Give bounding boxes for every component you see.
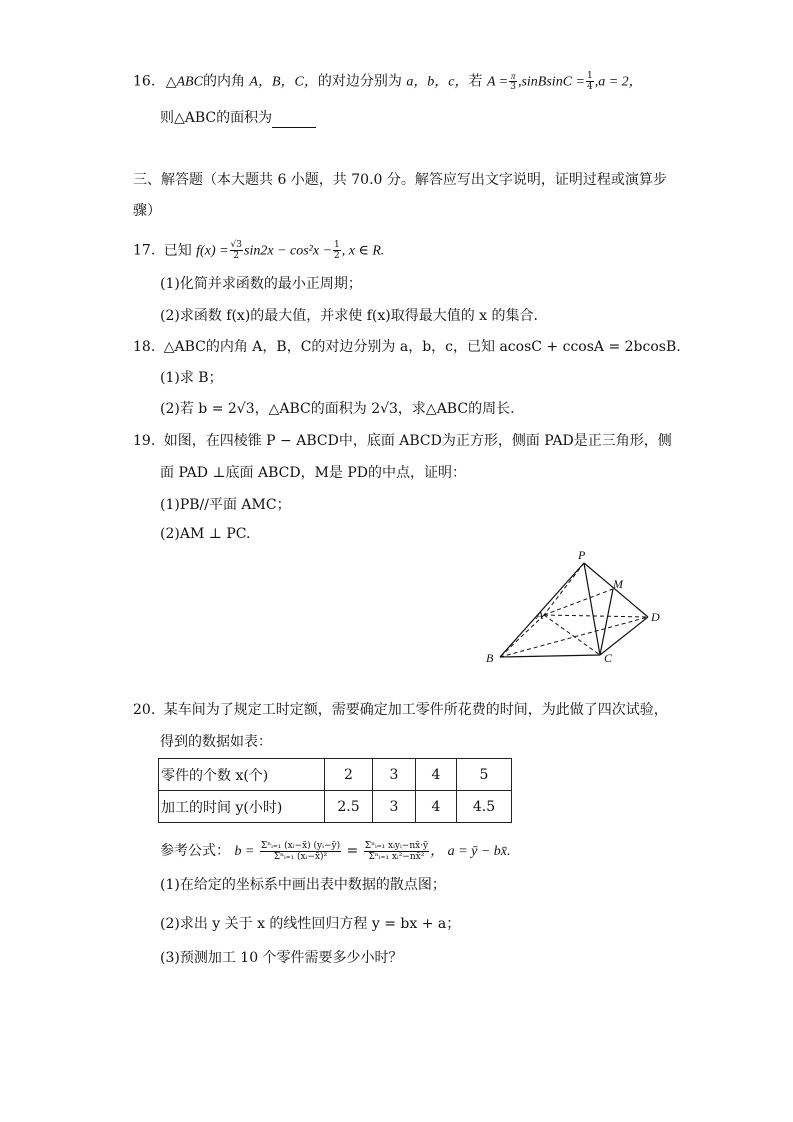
q20-formula — [160, 838, 510, 865]
q16-cond-a: ,a = 2， — [594, 74, 643, 90]
table-row2-label: 加工的时间 y(小时) — [159, 791, 325, 823]
table-cell: 4 — [416, 759, 457, 791]
q18-part2: (2)若 b = 2√3，△ABC的面积为 2√3，求△ABC的周长. — [160, 401, 515, 417]
q16-angles: A，B，C， — [249, 74, 318, 90]
q16-pi-frac — [509, 71, 517, 92]
q19-line1 — [133, 431, 672, 451]
table-row — [159, 759, 512, 791]
edge-MC — [600, 589, 613, 655]
formula-frac2 — [364, 841, 429, 862]
q17-rest1: sin2x − cos²x − — [244, 243, 333, 259]
edge-BC — [500, 655, 600, 657]
section3-heading-line2: 骤） — [133, 203, 161, 219]
q17-half-num: 1 — [334, 240, 340, 250]
q16-line2-text: 则△ABC的面积为 — [160, 110, 273, 126]
q17-fx: f(x) = — [196, 243, 229, 259]
label-M: M — [613, 577, 623, 591]
q16-abc: ABC — [176, 74, 203, 90]
q18-part1: (1)求 B； — [160, 370, 223, 386]
q16-text-b: 的对边分别为 — [317, 73, 402, 90]
q17-rest2: , x ∈ R. — [341, 243, 385, 259]
formula-frac2-den: Σⁿᵢ₌₁ xᵢ²−nx̄² — [368, 851, 425, 862]
q16-line1 — [133, 71, 643, 93]
q20-text1: 某车间为了规定工时定额，需要确定加工零件所花费的时间，为此做了四次试验， — [163, 702, 668, 718]
edge-PC — [584, 563, 600, 655]
q19-line2: 面 PAD ⊥底面 ABCD，M是 PD的中点，证明： — [160, 465, 467, 481]
formula-label: 参考公式： — [160, 843, 230, 859]
label-P: P — [578, 548, 586, 562]
edge-AD — [544, 615, 648, 617]
q19-part2: (2)AM ⊥ PC. — [160, 526, 251, 542]
edge-AC — [544, 615, 600, 655]
label-A: A — [536, 608, 544, 622]
q20-data-table — [158, 758, 512, 823]
q17-part1: (1)化简并求函数的最小正周期； — [160, 276, 362, 292]
pyramid-figure — [480, 545, 680, 675]
label-B: B — [486, 651, 494, 665]
formula-b: b = — [234, 844, 255, 859]
q20-number: 20. — [133, 702, 156, 718]
q16-text-a: 的内角 — [202, 73, 245, 90]
q16-cond-A: A = — [486, 74, 509, 90]
label-C: C — [604, 651, 613, 665]
q20-part2: (2)求出 y 关于 x 的线性回归方程 y = bx + a； — [160, 916, 461, 932]
table-cell: 4 — [416, 791, 457, 823]
q17-two: 2 — [233, 251, 240, 261]
q16-sides: a，b，c， — [406, 74, 469, 90]
table-row1-label: 零件的个数 x(个) — [159, 759, 325, 791]
q17-sqrt3: √3 — [230, 240, 243, 250]
formula-eq: = — [346, 843, 359, 859]
q16-four: 4 — [586, 82, 593, 92]
q16-three: 3 — [510, 82, 516, 92]
q19-part1: (1)PB//平面 AMC； — [160, 497, 291, 513]
table-row — [159, 791, 512, 823]
label-D: D — [651, 610, 660, 624]
table-cell: 3 — [373, 759, 416, 791]
q17-intro: 已知 — [163, 242, 192, 259]
table-cell: 5 — [457, 759, 512, 791]
q20-part1: (1)在给定的坐标系中画出表中数据的散点图； — [160, 877, 446, 893]
table-cell: 2.5 — [325, 791, 373, 823]
table-cell: 4.5 — [457, 791, 512, 823]
q16-cond-sin: ,sinBsinC = — [517, 74, 585, 90]
edge-CD — [600, 617, 648, 655]
table-cell: 2 — [325, 759, 373, 791]
q16-text-c: 若 — [468, 73, 483, 90]
q19-text1: 如图，在四棱锥 P − ABCD中，底面 ABCD为正方形，侧面 PAD是正三角形，侧 — [163, 433, 672, 449]
q20-part3: (3)预测加工 10 个零件需要多少小时？ — [160, 950, 403, 966]
q17-sqrt3-frac — [230, 240, 243, 261]
q18-line1 — [133, 337, 681, 357]
q17-part2: (2)求函数 f(x)的最大值，并求使 f(x)取得最大值的 x 的集合. — [160, 308, 538, 324]
q19-number: 19. — [133, 433, 156, 449]
q16-triangle: △ — [165, 73, 177, 90]
q16-answer-blank — [272, 113, 316, 128]
q20-line1 — [133, 700, 668, 720]
edge-AM — [544, 589, 613, 615]
q16-number: 16. — [133, 73, 156, 90]
formula-frac1-den: Σⁿᵢ₌₁ (xᵢ−x̄)² — [273, 851, 328, 862]
q20-line2: 得到的数据如表： — [160, 734, 272, 750]
q16-quarter-frac — [586, 71, 594, 92]
table-cell: 3 — [373, 791, 416, 823]
q17-half-frac — [333, 240, 341, 261]
formula-frac2-num: Σⁿᵢ₌₁ xᵢyᵢ−nx̄·ȳ — [364, 840, 429, 851]
q16-one: 1 — [586, 71, 593, 81]
q18-number: 18. — [133, 339, 156, 355]
q17-line1 — [133, 240, 384, 262]
q17-half-den: 2 — [334, 251, 340, 261]
formula-frac1 — [260, 841, 341, 862]
q16-line2 — [160, 108, 316, 128]
q18-text: △ABC的内角 A，B，C的对边分别为 a，b，c，已知 acosC + ccosA = 2bcosB. — [163, 339, 681, 355]
q16-pi: π — [510, 71, 516, 81]
section3-heading-line1: 三、解答题（本大题共 6 小题，共 70.0 分。解答应写出文字说明，证明过程或演算步 — [133, 172, 667, 188]
q17-number: 17. — [133, 242, 156, 259]
formula-a: ， a = ȳ − bx̄. — [430, 844, 511, 859]
formula-frac1-num: Σⁿᵢ₌₁ (xᵢ−x̄) (yᵢ−ȳ) — [260, 840, 341, 851]
